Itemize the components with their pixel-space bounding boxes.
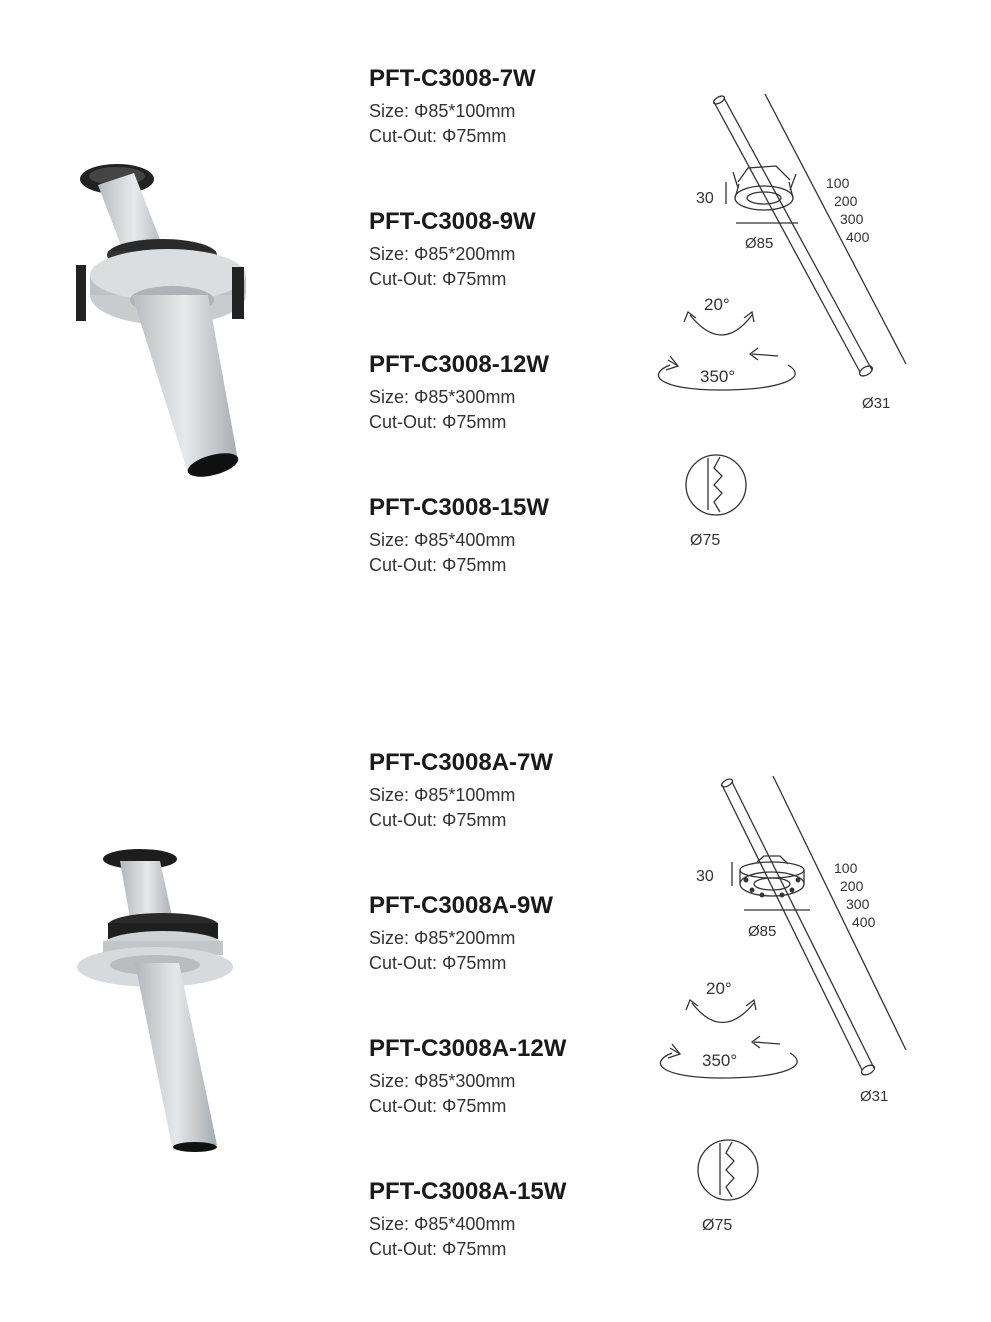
model-size: Size: Φ85*200mm (369, 928, 516, 948)
model-name: PFT-C3008-7W (369, 65, 536, 92)
model-size: Size: Φ85*100mm (369, 785, 516, 805)
length-100: 100 (826, 175, 850, 191)
diameter-label: Ø85 (745, 235, 774, 252)
tilt-angle-label: 20° (704, 295, 730, 314)
product-section-1 (0, 0, 991, 660)
model-name: PFT-C3008A-15W (369, 1178, 567, 1205)
rotation-angle-label: 350° (700, 367, 736, 386)
model-cutout: Cut-Out: Φ75mm (369, 810, 507, 830)
model-size: Size: Φ85*200mm (369, 244, 516, 264)
length-200: 200 (840, 878, 864, 894)
cutout-label: Ø75 (702, 1217, 733, 1234)
model-cutout: Cut-Out: Φ75mm (369, 412, 507, 432)
model-cutout: Cut-Out: Φ75mm (369, 555, 507, 575)
length-300: 300 (846, 896, 870, 912)
model-cutout: Cut-Out: Φ75mm (369, 1239, 507, 1259)
model-name: PFT-C3008-9W (369, 208, 536, 235)
cutout-label: Ø75 (690, 532, 721, 549)
model-name: PFT-C3008A-7W (369, 749, 554, 776)
model-block-6 (369, 892, 553, 976)
model-cutout: Cut-Out: Φ75mm (369, 953, 507, 973)
model-name: PFT-C3008A-12W (369, 1035, 567, 1062)
model-cutout: Cut-Out: Φ75mm (369, 126, 507, 146)
height-label: 30 (696, 190, 714, 207)
technical-drawing (640, 90, 930, 570)
product-photo-trimmed-spotlight (75, 845, 245, 1165)
model-block-8 (369, 1178, 566, 1262)
tube-diameter-label: Ø31 (862, 395, 891, 412)
technical-drawing (640, 770, 930, 1250)
model-block-4 (369, 494, 549, 578)
model-block-7 (369, 1035, 566, 1119)
length-100: 100 (834, 860, 858, 876)
model-block-5 (369, 749, 553, 833)
model-size: Size: Φ85*300mm (369, 1071, 516, 1091)
product-photo-trimless-spotlight (70, 155, 255, 485)
model-size: Size: Φ85*300mm (369, 387, 516, 407)
model-size: Size: Φ85*400mm (369, 1214, 516, 1234)
length-400: 400 (852, 914, 876, 930)
model-size: Size: Φ85*400mm (369, 530, 516, 550)
model-block-3 (369, 351, 549, 435)
product-section-2 (0, 660, 991, 1322)
length-300: 300 (840, 211, 864, 227)
height-label: 30 (696, 868, 714, 885)
model-block-2 (369, 208, 536, 292)
model-name: PFT-C3008-15W (369, 494, 550, 521)
tube-diameter-label: Ø31 (860, 1088, 889, 1105)
rotation-angle-label: 350° (702, 1051, 738, 1070)
model-name: PFT-C3008A-9W (369, 892, 554, 919)
length-200: 200 (834, 193, 858, 209)
length-400: 400 (846, 229, 870, 245)
model-block-1 (369, 65, 536, 149)
model-cutout: Cut-Out: Φ75mm (369, 269, 507, 289)
model-name: PFT-C3008-12W (369, 351, 550, 378)
model-size: Size: Φ85*100mm (369, 101, 516, 121)
model-cutout: Cut-Out: Φ75mm (369, 1096, 507, 1116)
diameter-label: Ø85 (748, 923, 777, 940)
tilt-angle-label: 20° (706, 979, 732, 998)
